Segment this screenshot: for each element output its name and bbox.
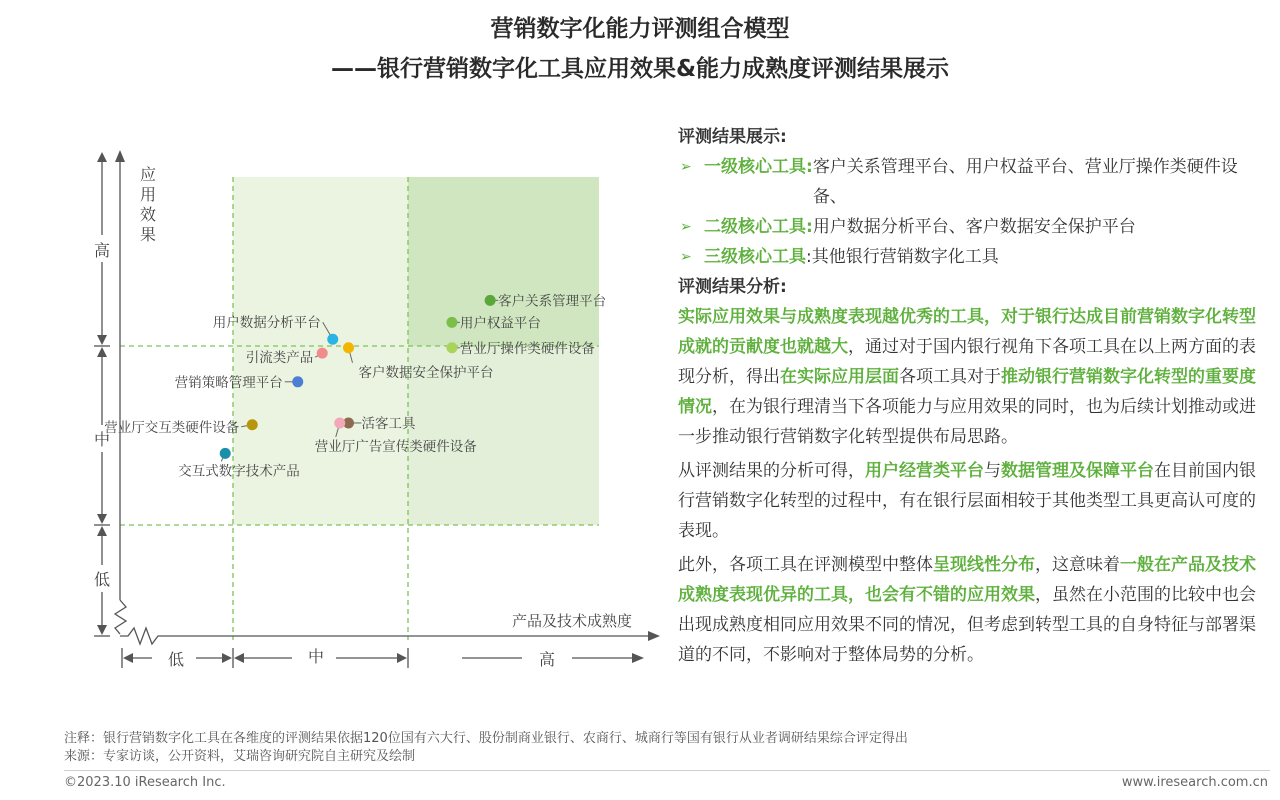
text: 各项工具对于 — [899, 367, 1001, 387]
x-band-label-low: 低 — [167, 650, 185, 669]
scatter-point — [485, 295, 496, 306]
point-label: 用户数据分析平台 — [212, 315, 321, 332]
text: ，在为银行理清当下各项能力与应用效果的同时，也为后续计划推动或进一步推动银行营销数字化转型提供布局思路。 — [678, 397, 1256, 447]
scatter-point — [220, 448, 231, 459]
point-label: 活客工具 — [361, 415, 416, 432]
point-label: 营业厅操作类硬件设备 — [459, 340, 595, 357]
analysis-paragraph-1 — [678, 302, 1260, 452]
text: 在目前国内银行营销数字化转型的过程中，有在银行层面相较于其他类型工具更高认可度的表现。 — [678, 461, 1256, 541]
y-arrow-tip-2 — [97, 335, 107, 345]
y-axis-arrowhead — [115, 150, 125, 162]
tier-item-2 — [678, 212, 1260, 242]
scatter-point — [327, 334, 338, 345]
y-arrow-tip-6 — [97, 625, 107, 635]
page-subtitle: ——银行营销数字化工具应用效果&能力成熟度评测结果展示 — [330, 56, 950, 82]
results-heading: 评测结果展示: — [678, 127, 787, 147]
y-axis-title: 应用效果 — [140, 165, 157, 244]
scatter-point — [247, 419, 258, 430]
highlight: 在实际应用层面 — [780, 367, 899, 387]
analysis-heading: 评测结果分析: — [678, 277, 787, 297]
point-label: 营销策略管理平台 — [174, 374, 283, 391]
scatter-point — [292, 376, 303, 387]
results-panel — [678, 122, 1260, 670]
page-title: 营销数字化能力评测组合模型 — [490, 16, 790, 42]
x-axis-arrowhead — [648, 631, 660, 641]
point-label: 引流类产品 — [245, 350, 314, 367]
tier-name: 二级核心工具: — [704, 217, 813, 237]
tier-item-3 — [678, 242, 1260, 272]
tier-text: 客户关系管理平台、用户权益平台、营业厅操作类硬件设备、 — [812, 157, 1238, 207]
point-label: 客户数据安全保护平台 — [358, 364, 494, 381]
x-arrow-tip-5 — [632, 653, 644, 663]
y-band-label-low: 低 — [93, 570, 111, 589]
matrix-chart — [0, 0, 670, 700]
copyright: ©2023.10 iResearch Inc. — [64, 775, 226, 790]
chevron-right-icon: ➢ — [680, 159, 692, 175]
analysis-paragraph-3 — [678, 550, 1260, 670]
tier-name: 三级核心工具 — [704, 247, 806, 267]
x-axis-title: 产品及技术成熟度 — [511, 612, 633, 630]
point-label: 用户权益平台 — [459, 315, 541, 332]
x-arrow-tip-3 — [234, 653, 244, 663]
scatter-point — [334, 417, 345, 428]
highlight: 推动银行营销数字化转型的重要度情况 — [678, 367, 1256, 417]
tier-colon: : — [806, 247, 812, 267]
x-arrow-tip-2 — [222, 653, 232, 663]
text: 与 — [984, 461, 1001, 481]
x-arrow-tip-4 — [397, 653, 407, 663]
footer-divider — [64, 770, 1270, 771]
y-axis-break — [115, 600, 126, 634]
text: 从评测结果的分析可得， — [678, 461, 865, 481]
tier-text: 其他银行营销数字化工具 — [811, 247, 999, 267]
y-band-label-high: 高 — [93, 241, 111, 260]
text: ，这意味着 — [1035, 555, 1120, 575]
chevron-right-icon: ➢ — [680, 219, 692, 235]
tier-item-1 — [678, 152, 1260, 212]
y-arrow-tip-4 — [97, 514, 107, 524]
scatter-point — [446, 342, 457, 353]
highlight: 实际应用效果与成熟度表现越优秀的工具，对于银行达成目前营销数字化转型成就的贡献度也就越大 — [678, 307, 1256, 357]
tier-name: 一级核心工具: — [704, 157, 813, 177]
x-band-label-high: 高 — [538, 650, 556, 669]
scatter-point — [343, 342, 354, 353]
x-band-label-mid: 中 — [307, 647, 325, 666]
source-note: 来源：专家访谈，公开资料，艾瑞咨询研究院自主研究及绘制 — [64, 749, 416, 764]
point-label: 营业厅交互类硬件设备 — [104, 419, 240, 436]
x-axis-break — [120, 628, 162, 644]
point-label: 客户关系管理平台 — [498, 293, 607, 310]
point-label: 交互式数字技术产品 — [178, 463, 300, 480]
y-band-label-mid: 中 — [93, 430, 111, 449]
highlight: 一般在产品及技术成熟度表现优异的工具，也会有不错的应用效果 — [678, 555, 1256, 605]
x-arrow-tip-1 — [123, 653, 133, 663]
scatter-point — [317, 348, 328, 359]
highlight: 呈现线性分布 — [933, 555, 1035, 575]
analysis-paragraph-2 — [678, 456, 1260, 546]
tier-text: 用户数据分析平台、客户数据安全保护平台 — [812, 217, 1136, 237]
footnote: 注释：银行营销数字化工具在各维度的评测结果依据120位国有六大行、股份制商业银行、农商行、城商行等国有银行从业者调研结果综合评定得出 — [64, 731, 908, 746]
website-link[interactable]: www.iresearch.com.cn — [1121, 775, 1268, 790]
y-arrow-tip-5 — [97, 526, 107, 536]
highlight: 数据管理及保障平台 — [1001, 461, 1154, 481]
point-label: 营业厅广告宣传类硬件设备 — [314, 438, 477, 455]
chevron-right-icon: ➢ — [680, 249, 692, 265]
scatter-point — [446, 317, 457, 328]
highlight: 用户经营类平台 — [865, 461, 984, 481]
text: ，通过对于国内银行视角下各项工具在以上两方面的表现分析，得出 — [678, 337, 1256, 387]
y-arrow-tip-1 — [97, 152, 107, 162]
text: 此外，各项工具在评测模型中整体 — [678, 555, 933, 575]
text: ，虽然在小范围的比较中也会出现成熟度相同应用效果不同的情况，但考虑到转型工具的自身特征与部署渠道的不同，不影响对于整体局势的分析。 — [678, 585, 1256, 665]
y-arrow-tip-3 — [97, 347, 107, 357]
